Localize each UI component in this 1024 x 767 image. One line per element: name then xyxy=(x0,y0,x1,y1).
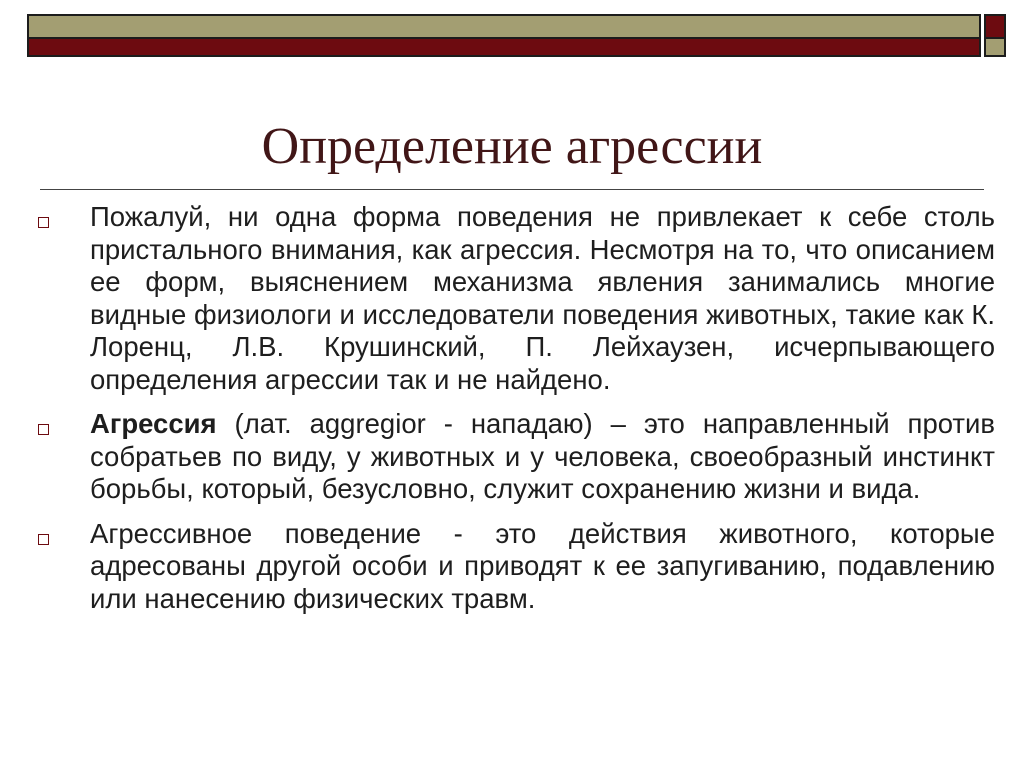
square-bullet-icon xyxy=(38,424,49,435)
slide-title: Определение агрессии xyxy=(261,118,763,175)
header-bar-maroon xyxy=(27,39,981,57)
square-bullet-icon xyxy=(38,534,49,545)
bullet-item-2 xyxy=(38,408,995,506)
bullet-text xyxy=(90,408,995,506)
title-divider xyxy=(40,189,984,190)
bullet-text xyxy=(90,201,995,396)
corner-square-olive xyxy=(984,39,1006,57)
header-bar-olive xyxy=(27,14,981,39)
bullet-text-body: Агрессивное поведение - это действия животного, которые адресованы другой особи и приводят к ее запугиванию, подавлению или нанесению физических травм. xyxy=(90,517,995,614)
bullet-text-body: (лат. aggregior - нападаю) – это направленный против собратьев по виду, у животных и у человека, своеобразный инстинкт борьбы, который, безусловно, служит сохранению жизни и вида. xyxy=(90,408,995,504)
bullet-text xyxy=(90,518,995,616)
bullet-item-3 xyxy=(38,518,995,616)
bullet-term: Агрессия xyxy=(90,408,217,439)
corner-square-maroon xyxy=(984,14,1006,39)
bullet-text-body: Пожалуй, ни одна форма поведения не привлекает к себе столь пристального внимания, как агрессия. Несмотря на то, что описанием ее форм, выяснением механизма явления занимались многие видные физиологи и исследователи поведения животных, такие как К. Лоренц, Л.В. Крушинский, П. Лейхаузен, исчерпывающего определения агрессии так и не найдено. xyxy=(90,201,995,395)
bullet-list xyxy=(38,201,995,627)
bullet-item-1 xyxy=(38,201,995,396)
square-bullet-icon xyxy=(38,217,49,228)
